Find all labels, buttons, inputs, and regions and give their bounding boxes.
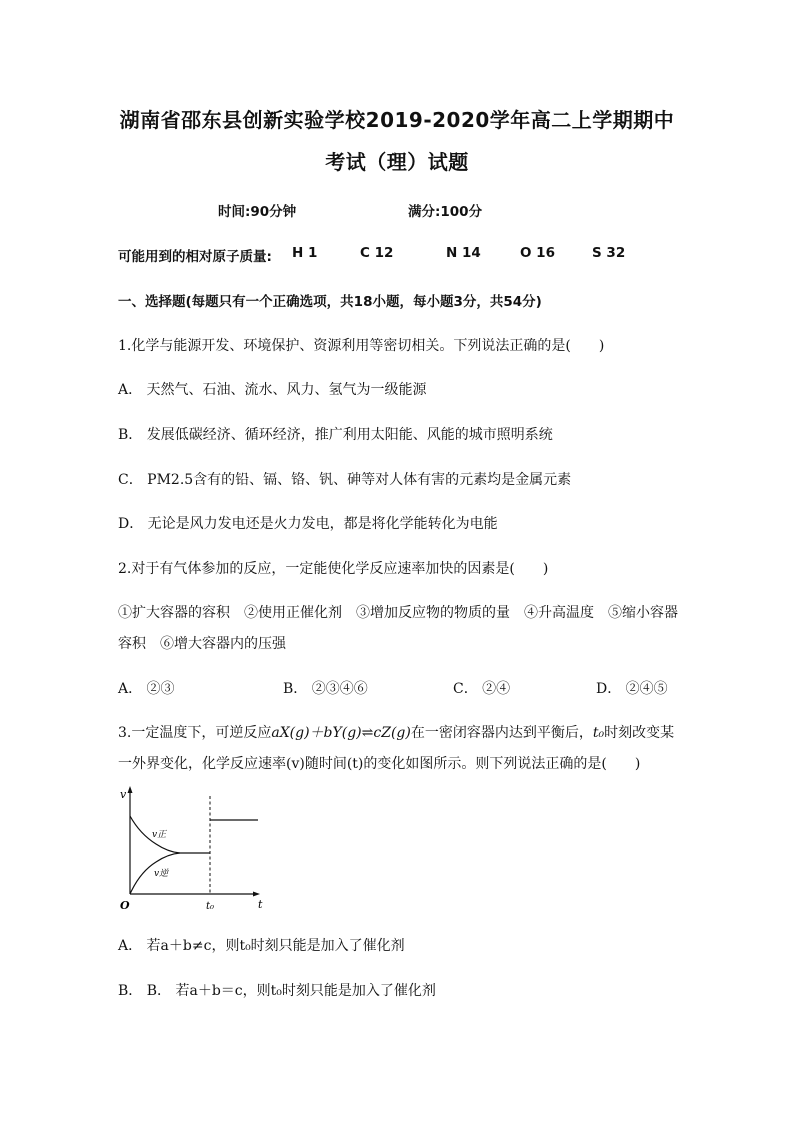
- atomic-mass-label: 可能用到的相对原子质量:: [118, 249, 272, 265]
- q2-option-a: A． ②③: [118, 681, 175, 697]
- exam-score: 满分:100分: [408, 204, 483, 220]
- q3-reaction-equation: aX(g)＋bY(g)⇌cZ(g): [271, 725, 411, 741]
- y-axis-arrow-icon: [128, 786, 133, 793]
- exam-title-line2: 考试（理）试题: [325, 150, 469, 174]
- q3-option-b: B． B． 若a＋b＝c，则t₀时刻只能是加入了催化剂: [118, 983, 436, 999]
- atomic-mass-c: C 12: [360, 245, 394, 261]
- v-reverse-label: v逆: [154, 869, 169, 879]
- atomic-mass-n: N 14: [446, 245, 481, 261]
- t0-tick-label: t₀: [206, 901, 215, 912]
- rate-time-graph: [118, 782, 268, 914]
- q1-option-b: B． 发展低碳经济、循环经济，推广利用太阳能、风能的城市照明系统: [118, 427, 553, 443]
- x-axis-arrow-icon: [253, 892, 260, 897]
- q2-option-d: D． ②④⑤: [596, 681, 668, 697]
- forward-rate-curve: [130, 816, 210, 853]
- x-axis-label: t: [258, 898, 263, 911]
- q1-stem: 1.化学与能源开发、环境保护、资源利用等密切相关。下列说法正确的是( ): [118, 338, 605, 354]
- q3-stem-middle: 在一密闭容器内达到平衡后，: [410, 725, 593, 741]
- exam-time: 时间:90分钟: [218, 204, 297, 220]
- q1-option-d: D． 无论是风力发电还是火力发电，都是将化学能转化为电能: [118, 516, 498, 532]
- q3-stem-prefix: 3.一定温度下，可逆反应: [118, 725, 272, 741]
- q3-stem-line1: [118, 722, 674, 742]
- origin-label: O: [120, 899, 130, 912]
- q2-stem: 2.对于有气体参加的反应，一定能使化学反应速率加快的因素是( ): [118, 561, 549, 577]
- atomic-mass-o: O 16: [520, 245, 555, 261]
- exam-title-line1: 湖南省邵东县创新实验学校2019-2020学年高二上学期期中: [119, 108, 675, 132]
- q2-factors-line2: 容积 ⑥增大容器内的压强: [118, 636, 286, 652]
- section1-heading: 一、选择题(每题只有一个正确选项，共18小题，每小题3分，共54分): [118, 294, 542, 310]
- atomic-mass-s: S 32: [592, 245, 626, 261]
- q1-option-a: A． 天然气、石油、流水、风力、氢气为一级能源: [118, 382, 427, 398]
- y-axis-label: v: [120, 788, 127, 801]
- q1-option-c: C． PM2.5含有的铅、镉、铬、钒、砷等对人体有害的元素均是金属元素: [118, 472, 572, 488]
- q2-factors-line1: ①扩大容器的容积 ②使用正催化剂 ③增加反应物的物质的量 ④升高温度 ⑤缩小容器: [118, 605, 678, 621]
- atomic-mass-h: H 1: [292, 245, 318, 261]
- q2-option-c: C． ②④: [453, 681, 511, 697]
- q3-stem-suffix: 时刻改变某: [604, 725, 675, 741]
- q3-option-a: A． 若a＋b≠c，则t₀时刻只能是加入了催化剂: [118, 938, 405, 954]
- q2-option-b: B． ②③④⑥: [283, 681, 368, 697]
- q3-stem-line2: 一外界变化，化学反应速率(v)随时间(t)的变化如图所示。则下列说法正确的是( ): [118, 756, 641, 772]
- q3-t0: t₀: [592, 725, 605, 741]
- v-forward-label: v正: [152, 830, 167, 840]
